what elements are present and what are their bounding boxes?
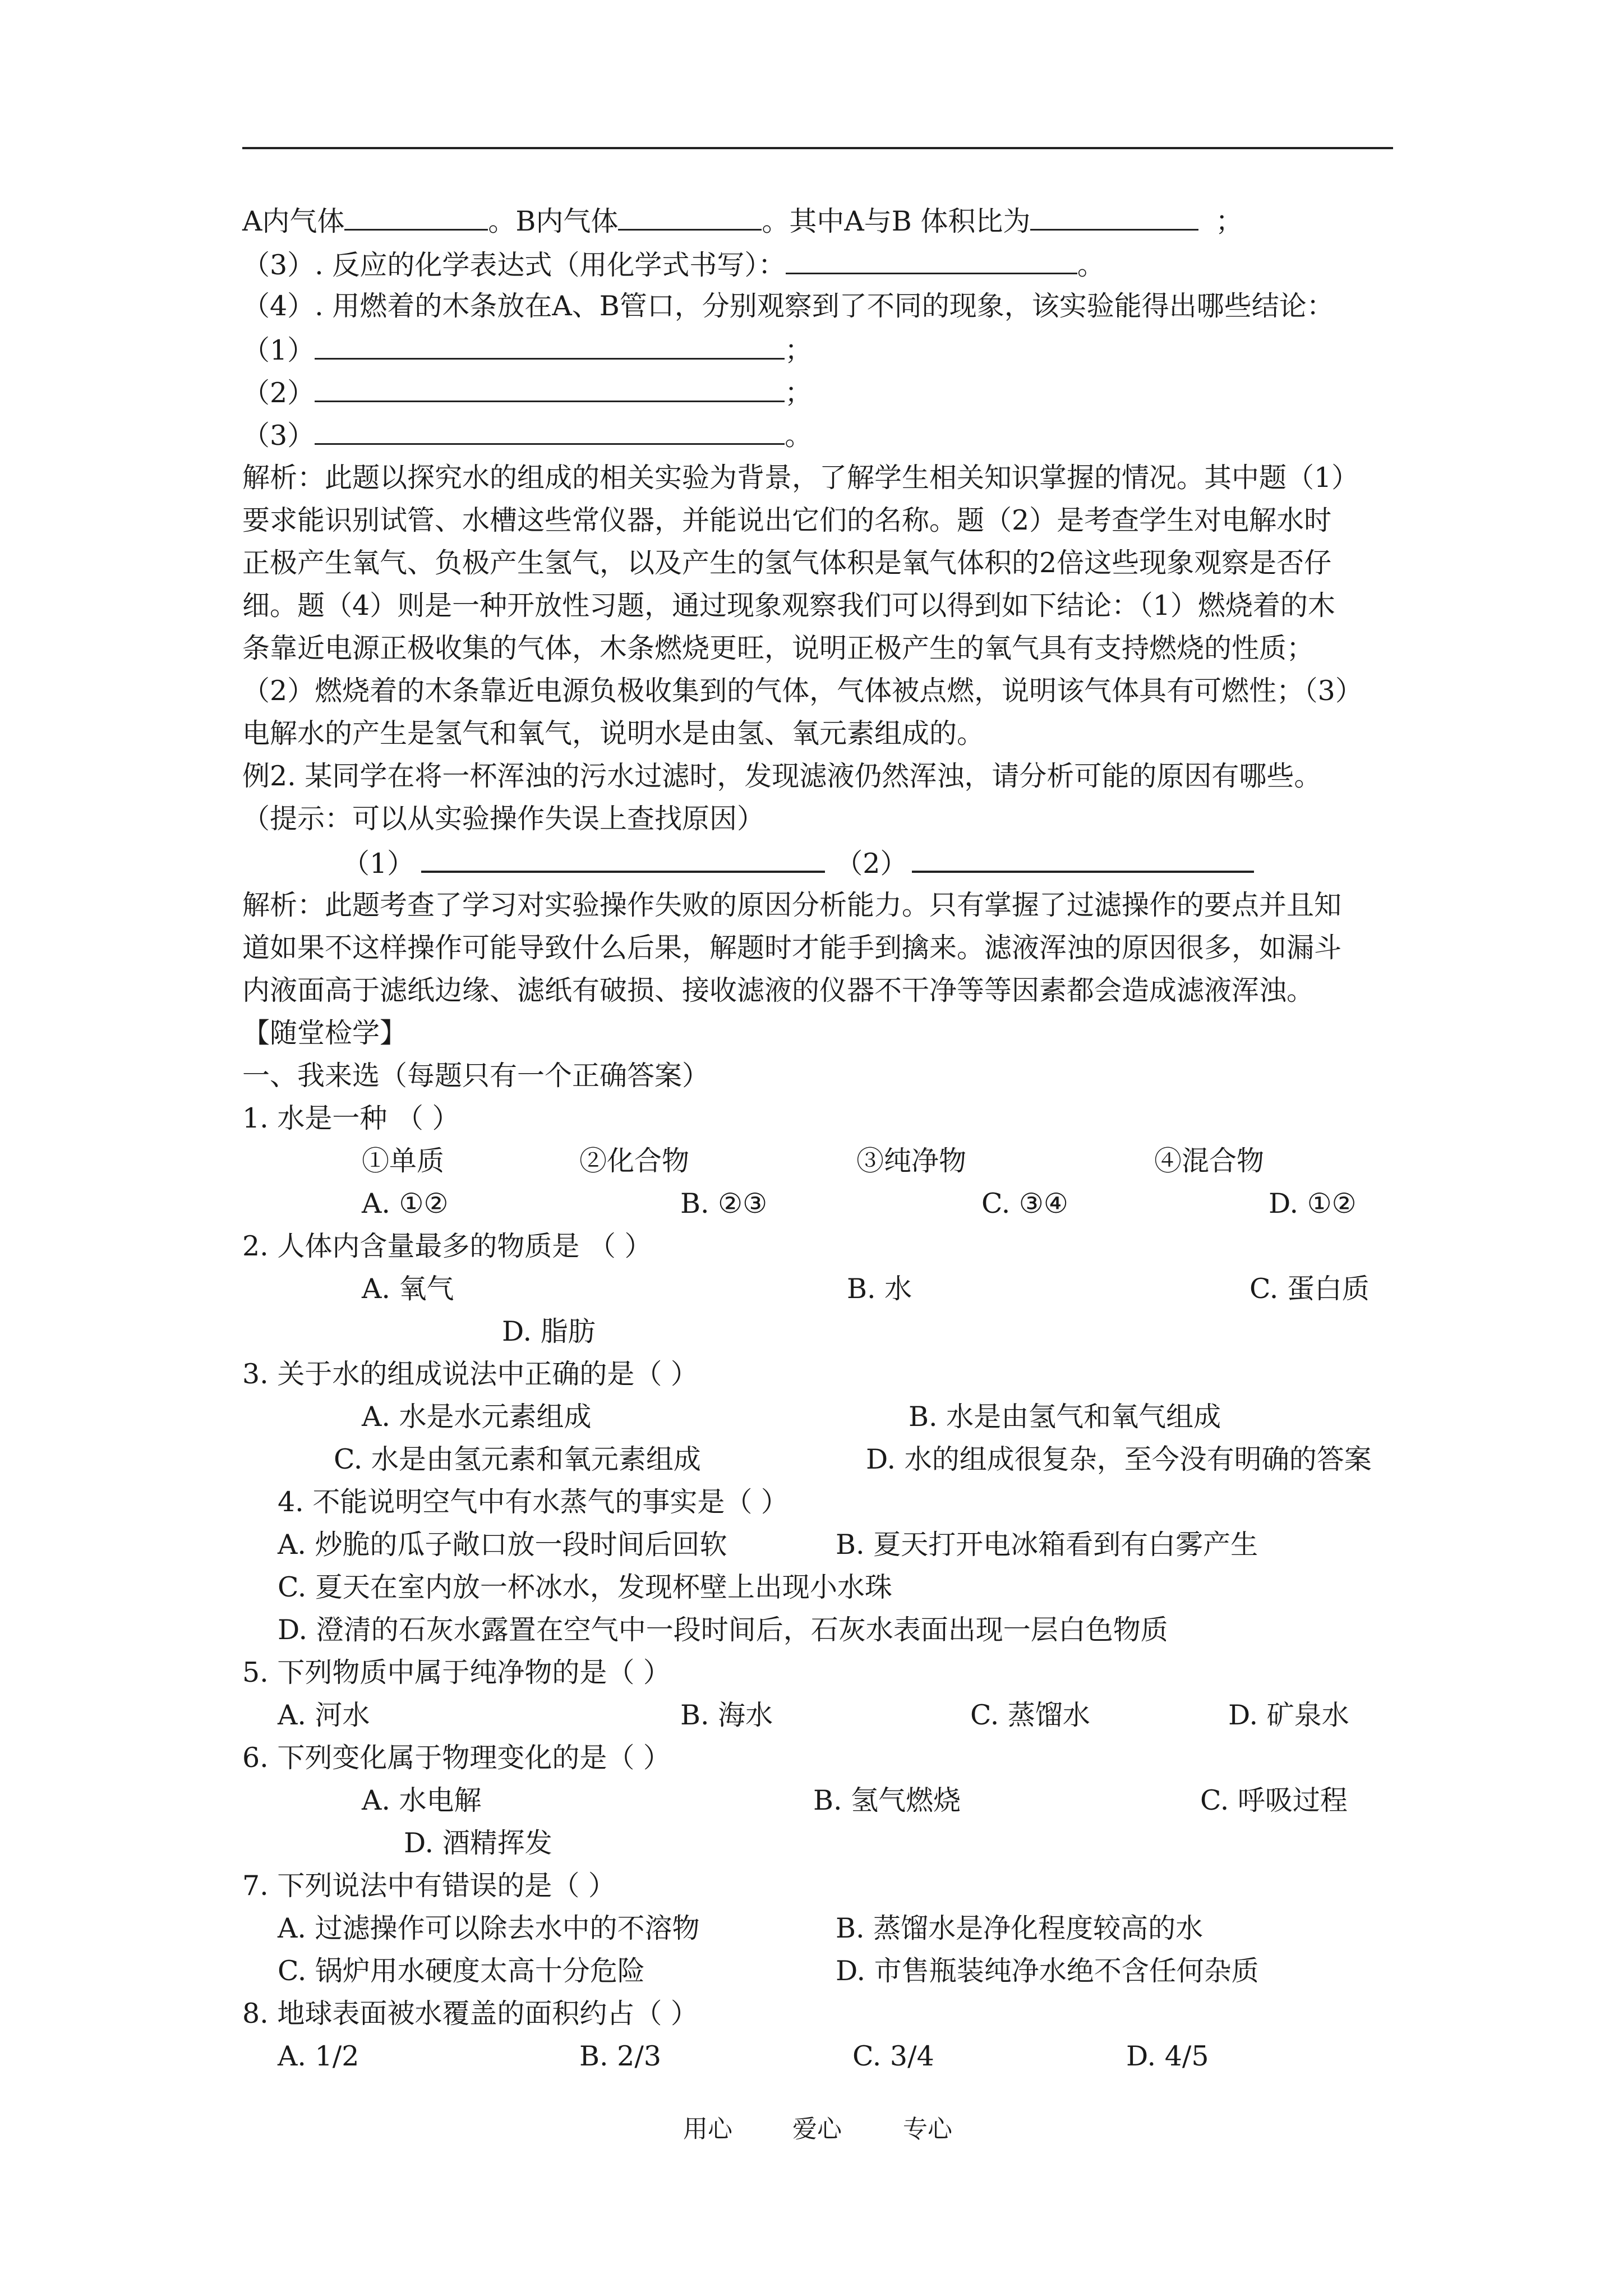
q2-option-c[interactable]: C. 蛋白质 [1249,1273,1370,1305]
q1-item-3: ③纯净物 [856,1145,967,1177]
b-gas-label: 。B内气体 [488,205,619,237]
q5-option-b[interactable]: B. 海水 [680,1699,773,1731]
q2-stem: 2. 人体内含量最多的物质是 （ ） [242,1230,652,1262]
question-3-line [242,247,1105,282]
q5-stem: 5. 下列物质中属于纯净物的是（ ） [242,1657,671,1688]
q1-option-a[interactable]: A. ①② [362,1188,449,1220]
q3-option-a[interactable]: A. 水是水元素组成 [362,1401,592,1433]
conclusion-3-end: 。 [785,420,813,452]
ratio-blank[interactable] [1030,203,1198,231]
q8-option-a[interactable]: A. 1/2 [278,2040,359,2072]
a-gas-label: A内气体 [242,205,345,237]
conclusion-2 [242,375,812,410]
analysis-2-line-2: 道如果不这样操作可能导致什么后果，解题时才能手到擒来。滤液浑浊的原因很多，如漏斗 [242,932,1342,964]
q8-option-c[interactable]: C. 3/4 [852,2040,934,2072]
example-2-blanks [342,845,1254,881]
q1-stem: 1. 水是一种 （ ） [242,1102,460,1134]
q7-option-d[interactable]: D. 市售瓶装纯净水绝不含任何杂质 [836,1955,1259,1987]
q4-option-d[interactable]: D. 澄清的石灰水露置在空气中一段时间后，石灰水表面出现一层白色物质 [278,1614,1168,1646]
q5-option-a[interactable]: A. 河水 [278,1699,370,1731]
q6-option-c[interactable]: C. 呼吸过程 [1200,1784,1348,1816]
conclusion-2-blank[interactable] [315,375,785,402]
analysis-1-line-4: 细。题（4）则是一种开放性习题，通过现象观察我们可以得到如下结论：（1）燃烧着的木 [242,590,1335,622]
question-3-end: 。 [1077,249,1105,281]
conclusion-1-number: （1） [242,334,315,366]
q6-stem: 6. 下列变化属于物理变化的是（ ） [242,1742,671,1774]
q1-option-d[interactable]: D. ①② [1269,1188,1357,1220]
q6-option-d[interactable]: D. 酒精挥发 [404,1827,552,1859]
q3-stem: 3. 关于水的组成说法中正确的是（ ） [242,1358,698,1390]
question-4-line: （4）. 用燃着的木条放在A、B管口，分别观察到了不同的现象，该实验能得出哪些结论： [242,290,1334,322]
conclusion-3-number: （3） [242,420,315,452]
q7-stem: 7. 下列说法中有错误的是（ ） [242,1870,616,1902]
analysis-1-line-1: 解析：此题以探究水的组成的相关实验为背景，了解学生相关知识掌握的情况。其中题（1） [242,462,1359,494]
example-2-line-1: 例2. 某同学在将一杯浑浊的污水过滤时，发现滤液仍然浑浊，请分析可能的原因有哪些。 [242,760,1322,792]
part-1-title: 一、我来选（每题只有一个正确答案） [242,1060,710,1092]
q7-option-c[interactable]: C. 锅炉用水硬度太高十分危险 [278,1955,645,1987]
conclusion-1-end: ； [785,334,813,366]
q6-option-a[interactable]: A. 水电解 [362,1784,482,1816]
example-2-blank-2-number: （2） [835,848,908,880]
q2-option-d[interactable]: D. 脂肪 [502,1315,596,1347]
example-2-blank-2[interactable] [912,845,1254,873]
q4-option-b[interactable]: B. 夏天打开电冰箱看到有白雾产生 [836,1529,1258,1561]
q6-option-b[interactable]: B. 氢气燃烧 [813,1784,961,1816]
header-rule [242,147,1393,149]
q8-option-b[interactable]: B. 2/3 [579,2040,662,2072]
example-2-blank-1-number: （1） [342,848,415,880]
analysis-1-line-5: 条靠近电源正极收集的气体，木条燃烧更旺，说明正极产生的氧气具有支持燃烧的性质； [242,632,1315,664]
q8-stem: 8. 地球表面被水覆盖的面积约占（ ） [242,1998,698,2030]
footer-word-1: 用心 [683,2115,732,2143]
b-gas-blank[interactable] [618,203,762,231]
example-2-line-2: （提示：可以从实验操作失误上查找原因） [242,803,765,835]
semicolon: ； [1215,205,1243,237]
example-2-blank-1[interactable] [421,845,825,873]
q4-option-a[interactable]: A. 炒脆的瓜子敞口放一段时间后回软 [278,1529,727,1561]
conclusion-2-end: ； [785,377,813,409]
q5-option-d[interactable]: D. 矿泉水 [1228,1699,1349,1731]
gas-blanks-line [242,203,1243,238]
ratio-label: 。其中A与B 体积比为 [762,205,1031,237]
conclusion-3-blank[interactable] [315,417,785,445]
q1-option-c[interactable]: C. ③④ [981,1188,1068,1220]
section-title: 【随堂检学】 [242,1017,408,1049]
conclusion-2-number: （2） [242,377,315,409]
q5-option-c[interactable]: C. 蒸馏水 [970,1699,1090,1731]
q1-item-4: ④混合物 [1154,1145,1265,1177]
conclusion-3 [242,417,812,453]
q8-option-d[interactable]: D. 4/5 [1126,2040,1209,2072]
analysis-1-line-6: （2）燃烧着的木条靠近电源负极收集到的气体，气体被点燃，说明该气体具有可燃性；（3） [242,675,1363,707]
question-3-text: （3）. 反应的化学表达式（用化学式书写）： [242,249,786,281]
analysis-2-line-1: 解析：此题考查了学习对实验操作失败的原因分析能力。只有掌握了过滤操作的要点并且知 [242,889,1342,921]
analysis-1-line-3: 正极产生氧气、负极产生氢气，以及产生的氢气体积是氧气体积的2倍这些现象观察是否仔 [242,547,1332,579]
conclusion-1 [242,332,812,367]
q2-option-a[interactable]: A. 氧气 [362,1273,454,1305]
a-gas-blank[interactable] [344,203,488,231]
equation-blank[interactable] [786,247,1077,274]
q3-option-d[interactable]: D. 水的组成很复杂，至今没有明确的答案 [866,1443,1372,1475]
q3-option-b[interactable]: B. 水是由氢气和氧气组成 [909,1401,1221,1433]
q7-option-a[interactable]: A. 过滤操作可以除去水中的不溶物 [278,1912,700,1944]
conclusion-1-blank[interactable] [315,332,785,360]
analysis-1-line-7: 电解水的产生是氢气和氧气，说明水是由氢、氧元素组成的。 [242,717,985,749]
analysis-1-line-2: 要求能识别试管、水槽这些常仪器，并能说出它们的名称。题（2）是考查学生对电解水时 [242,504,1332,536]
q1-option-b[interactable]: B. ②③ [680,1188,768,1220]
q3-option-c[interactable]: C. 水是由氢元素和氧元素组成 [334,1443,701,1475]
q4-stem: 4. 不能说明空气中有水蒸气的事实是（ ） [278,1486,789,1518]
q4-option-c[interactable]: C. 夏天在室内放一杯冰水，发现杯壁上出现小水珠 [278,1571,892,1603]
analysis-2-line-3: 内液面高于滤纸边缘、滤纸有破损、接收滤液的仪器不干净等等因素都会造成滤液浑浊。 [242,974,1315,1006]
q7-option-b[interactable]: B. 蒸馏水是净化程度较高的水 [836,1912,1204,1944]
footer-word-3: 专心 [903,2115,952,2143]
footer-word-2: 爱心 [792,2115,842,2143]
q1-item-2: ②化合物 [579,1145,690,1177]
q2-option-b[interactable]: B. 水 [847,1273,912,1305]
q1-item-1: ①单质 [362,1145,445,1177]
